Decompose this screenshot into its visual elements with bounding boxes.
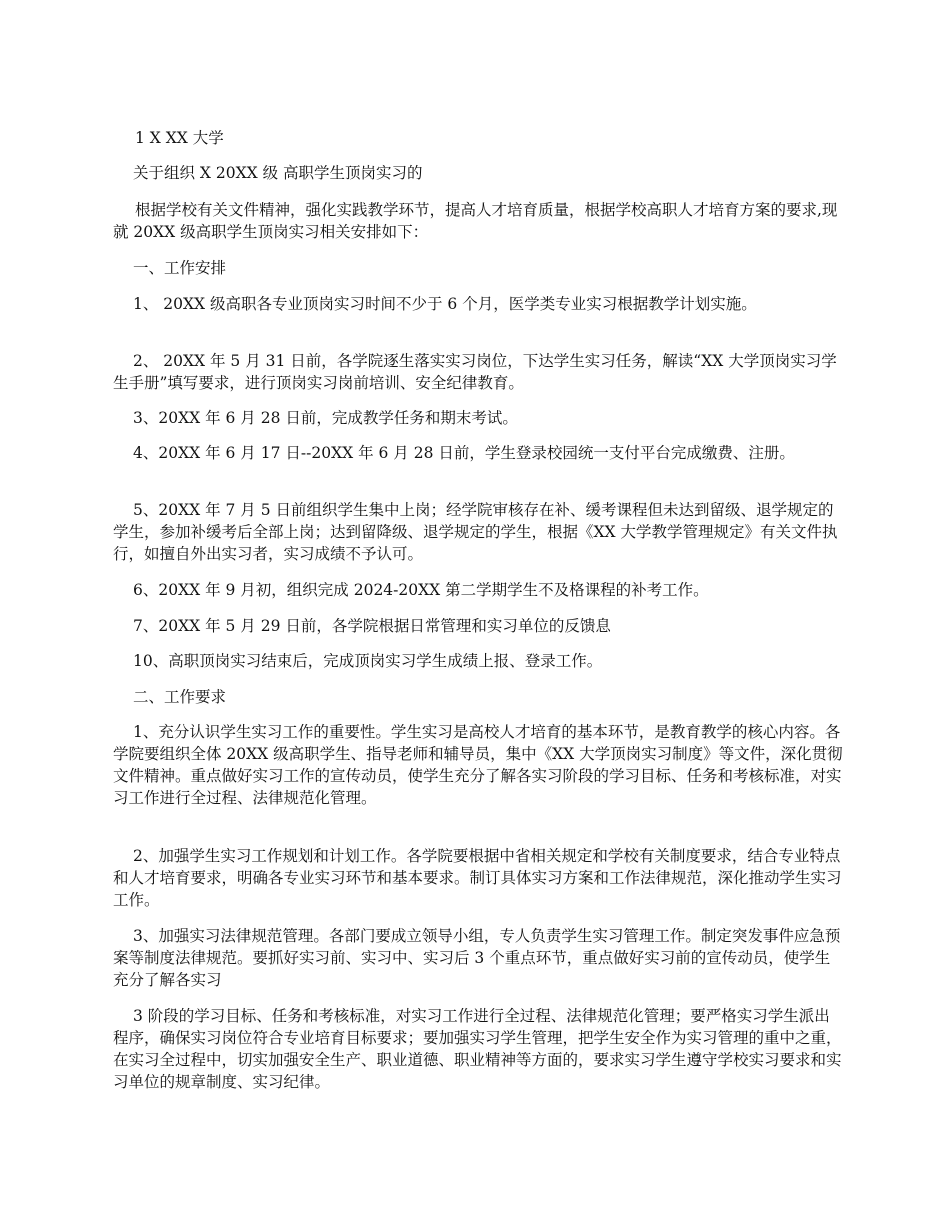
- section-heading-arrangement: 一、工作安排: [133, 259, 227, 277]
- requirement-item: 3、加强实习法律规范管理。各部门要成立领导小组，专人负责学生实习管理工作。制定突发事件应急预案等制度法律规范。要抓好实习前、实习中、实习后 3 个重点环节，重点做好实习前的宣传动员，使学生充分了解各实习: [113, 927, 841, 989]
- section-heading-requirements: 二、工作要求: [133, 688, 227, 706]
- arrangement-item: 3、20XX 年 6 月 28 日前，完成教学任务和期末考试。: [133, 409, 518, 427]
- arrangement-item: 2、 20XX 年 5 月 31 日前，各学院逐生落实实习岗位，下达学生实习任务，解读“XX 大学顶岗实习学生手册”填写要求，进行顶岗实习岗前培训、安全纪律教育。: [113, 352, 837, 392]
- header-line: 1 X XX 大学: [135, 129, 224, 147]
- requirement-item: 1、充分认识学生实习工作的重要性。学生实习是高校人才培育的基本环节，是教育教学的核心内容。各学院要组织全体 20XX 级高职学生、指导老师和辅导员，集中《XX 大学顶岗实习制度》等文件，深化贯彻文件精神。重点做好实习工作的宣传动员，使学生充分了解各实习阶段的学习目标、任务和考核标准，对实习工作进行全过程、法律规范化管理。: [113, 723, 843, 807]
- requirement-item: 2、加强学生实习工作规划和计划工作。各学院要根据中省相关规定和学校有关制度要求，结合专业特点和人才培育要求，明确各专业实习环节和基本要求。制订具体实习方案和工作法律规范，深化推动学生实习工作。: [113, 847, 842, 909]
- arrangement-item: 10、高职顶岗实习结束后，完成顶岗实习学生成绩上报、登录工作。: [133, 652, 603, 670]
- arrangement-item: 1、 20XX 级高职各专业顶岗实习时间不少于 6 个月，医学类专业实习根据教学计划实施。: [133, 295, 757, 313]
- requirement-item: 3 阶段的学习目标、任务和考核标准，对实习工作进行全过程、法律规范化管理；要严格实习学生派出程序，确保实习岗位符合专业培育目标要求；要加强实习学生管理，把学生安全作为实习管理的重中之重，在实习全过程中，切实加强安全生产、职业道德、职业精神等方面的，要求实习学生遵守学校实习要求和实习单位的规章制度、实习纪律。: [113, 1007, 842, 1091]
- document-subtitle: 关于组织 X 20XX 级 高职学生顶岗实习的: [133, 164, 423, 182]
- arrangement-item: 5、20XX 年 7 月 5 日前组织学生集中上岗；经学院审核存在补、缓考课程但未达到留级、退学规定的学生，参加补缓考后全部上岗；达到留降级、退学规定的学生，根据《XX 大学教学管理规定》有关文件执行，如擅自外出实习者，实习成绩不予认可。: [113, 501, 838, 563]
- arrangement-item: 6、20XX 年 9 月初，组织完成 2024-20XX 第二学期学生不及格课程的补考工作。: [133, 581, 709, 599]
- arrangement-item: 4、20XX 年 6 月 17 日--20XX 年 6 月 28 日前，学生登录校园统一支付平台完成缴费、注册。: [133, 444, 795, 462]
- intro-paragraph: 根据学校有关文件精神，强化实践教学环节，提高人才培育质量，根据学校高职人才培育方案的要求,现就 20XX 级高职学生顶岗实习相关安排如下：: [113, 201, 838, 241]
- arrangement-item: 7、20XX 年 5 月 29 日前，各学院根据日常管理和实习单位的反馈息: [133, 617, 611, 635]
